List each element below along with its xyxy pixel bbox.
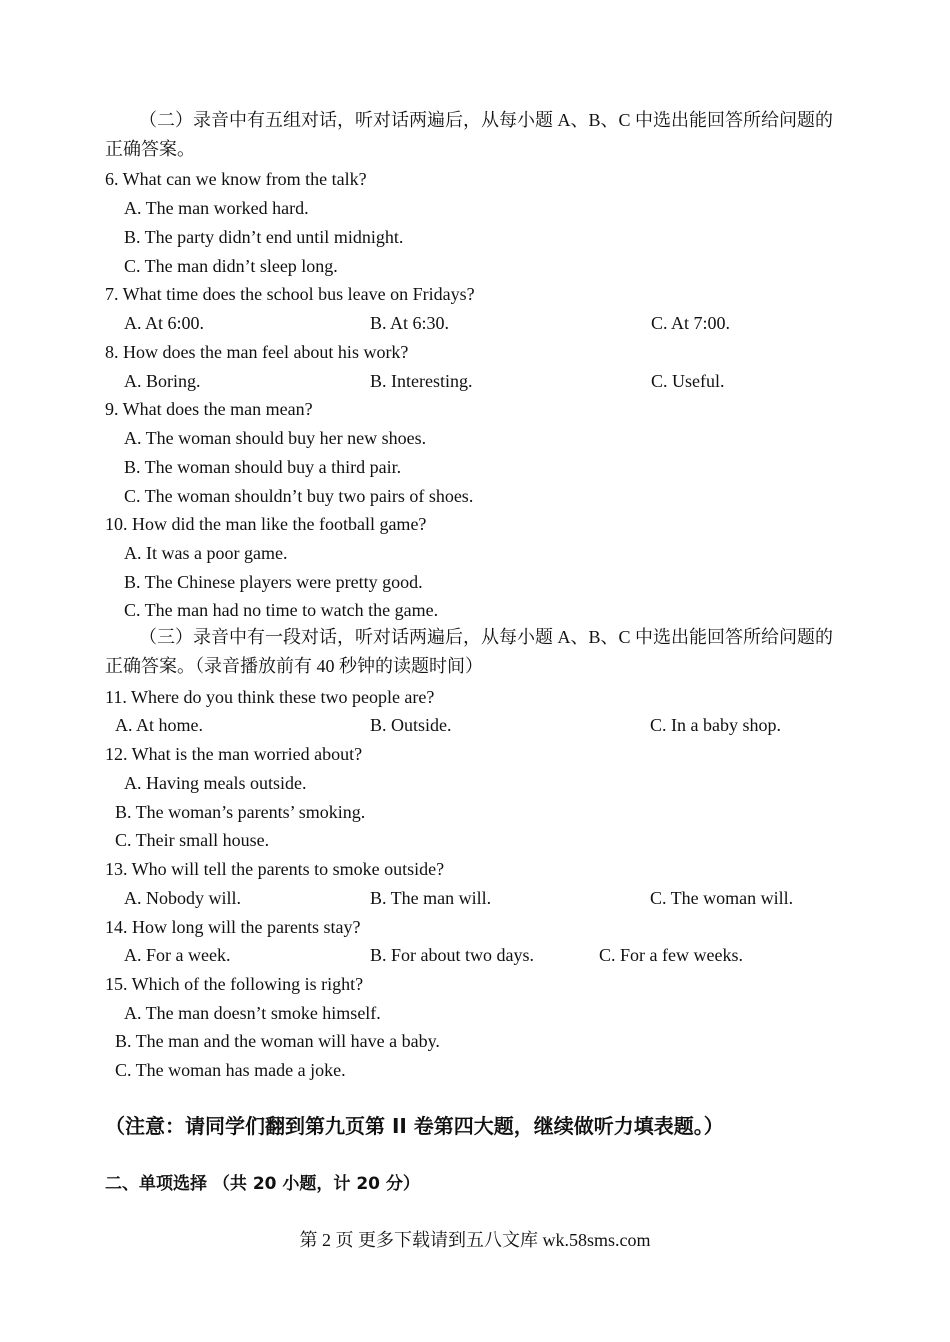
question-12-option-b: B. The woman’s parents’ smoking. <box>115 802 366 822</box>
question-11-option-b: B. Outside. <box>370 715 452 735</box>
question-8-option-a: A. Boring. <box>124 371 201 391</box>
page-footer: 第 2 页 更多下载请到五八文库 wk.58sms.com <box>299 1230 651 1250</box>
question-11-option-a: A. At home. <box>115 715 203 735</box>
question-10-option-b: B. The Chinese players were pretty good. <box>124 572 423 592</box>
question-8-stem: 8. How does the man feel about his work? <box>105 342 409 362</box>
question-7-option-b: B. At 6:30. <box>370 313 450 333</box>
question-12-option-a: A. Having meals outside. <box>124 773 307 793</box>
question-7-option-a: A. At 6:00. <box>124 313 205 333</box>
question-13-stem: 13. Who will tell the parents to smoke outside? <box>105 859 445 879</box>
question-9-stem: 9. What does the man mean? <box>105 399 313 419</box>
question-7-option-c: C. At 7:00. <box>651 313 731 333</box>
question-6-option-a: A. The man worked hard. <box>124 198 309 218</box>
question-9-option-b: B. The woman should buy a third pair. <box>124 457 402 477</box>
part-2-heading: 二、单项选择 （共 20 小题，计 20 分） <box>105 1174 420 1194</box>
question-15-option-c: C. The woman has made a joke. <box>115 1060 346 1080</box>
question-8-option-c: C. Useful. <box>651 371 725 391</box>
question-7-stem: 7. What time does the school bus leave on Fridays? <box>105 284 475 304</box>
question-14-stem: 14. How long will the parents stay? <box>105 917 361 937</box>
question-6-option-c: C. The man didn’t sleep long. <box>124 256 338 276</box>
question-13-option-c: C. The woman will. <box>650 888 794 908</box>
question-15-stem: 15. Which of the following is right? <box>105 974 364 994</box>
question-12-option-c: C. Their small house. <box>115 830 270 850</box>
question-14-option-a: A. For a week. <box>124 945 231 965</box>
question-6-option-b: B. The party didn’t end until midnight. <box>124 227 404 247</box>
section-2-intro: （二）录音中有五组对话，听对话两遍后，从每小题 A、B、C 中选出能回答所给问题的正确答案。 <box>105 110 834 159</box>
question-11-stem: 11. Where do you think these two people are? <box>105 687 435 707</box>
question-8-option-b: B. Interesting. <box>370 371 473 391</box>
question-11-option-c: C. In a baby shop. <box>650 715 781 735</box>
question-14-option-c: C. For a few weeks. <box>599 945 743 965</box>
question-9-option-a: A. The woman should buy her new shoes. <box>124 428 427 448</box>
question-13-option-b: B. The man will. <box>370 888 492 908</box>
section-3-intro: （三）录音中有一段对话，听对话两遍后，从每小题 A、B、C 中选出能回答所给问题的正确答案。（录音播放前有 40 秒钟的读题时间） <box>105 627 834 676</box>
question-10-option-c: C. The man had no time to watch the game. <box>124 600 439 620</box>
question-14-option-b: B. For about two days. <box>370 945 534 965</box>
question-12-stem: 12. What is the man worried about? <box>105 744 363 764</box>
question-10-option-a: A. It was a poor game. <box>124 543 288 563</box>
question-15-option-a: A. The man doesn’t smoke himself. <box>124 1003 381 1023</box>
question-6-stem: 6. What can we know from the talk? <box>105 169 367 189</box>
question-10-stem: 10. How did the man like the football game? <box>105 514 427 534</box>
instruction-note: （注意：请同学们翻到第九页第 II 卷第四大题，继续做听力填表题。） <box>105 1114 724 1138</box>
question-15-option-b: B. The man and the woman will have a baby. <box>115 1031 440 1051</box>
question-13-option-a: A. Nobody will. <box>124 888 241 908</box>
question-9-option-c: C. The woman shouldn’t buy two pairs of shoes. <box>124 486 474 506</box>
